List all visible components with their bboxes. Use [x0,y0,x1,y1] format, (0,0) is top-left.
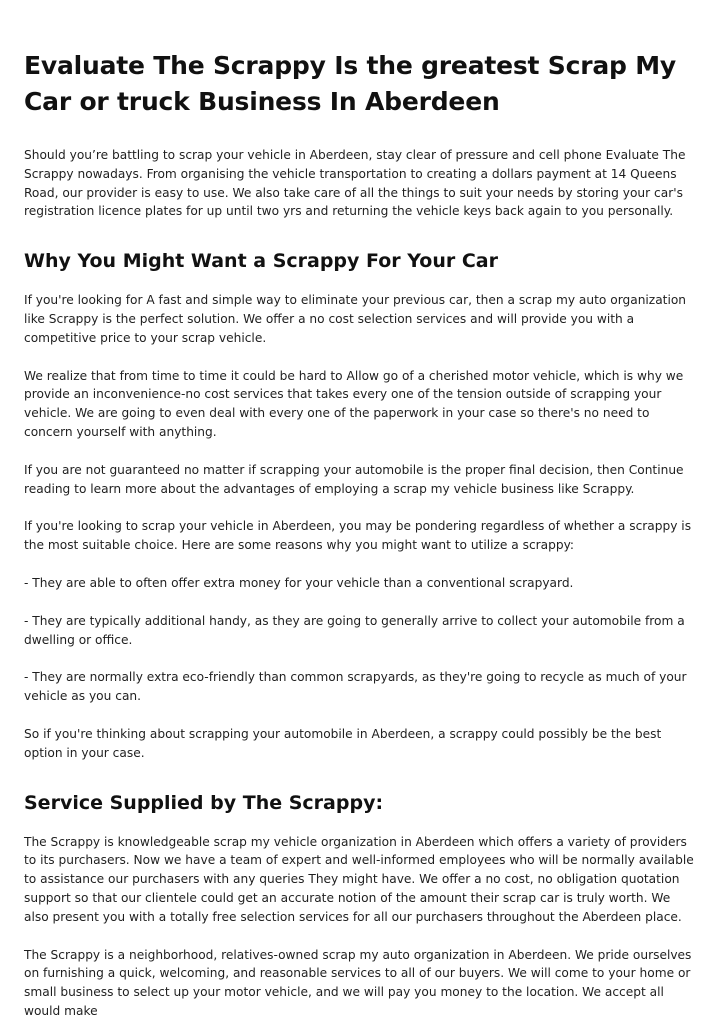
list-item: - They are normally extra eco-friendly than common scrapyards, as they're going to recycle as much of your vehicle as you can. [24,670,687,704]
paragraph: So if you're thinking about scrapping your automobile in Aberdeen, a scrappy could possibly be the best option in your case. [24,726,662,760]
intro-paragraph: Should you’re battling to scrap your vehicle in Aberdeen, stay clear of pressure and cell phone Evaluate The Scrappy nowadays. From organising the vehicle transportation to creating a dollars payment at 14 Queens Road, our provider is easy to use. We also take care of all the things to suit your needs by storing your car's registration licence plates for up until two yrs and returning the vehicle keys back again to you personally. [24,148,686,219]
list-item: - They are able to often offer extra money for your vehicle than a conventional scrapyard. [24,575,574,590]
list-item: - They are typically additional handy, as they are going to generally arrive to collect your automobile from a dwelling or office. [24,613,685,647]
paragraph: The Scrappy is knowledgeable scrap my vehicle organization in Aberdeen which offers a variety of providers to its purchasers. Now we have a team of expert and well-informed employees who will be normally available to assistance our purchasers with any queries They might have. We offer a no cost, no obligation quotation support so that our clientele could get an accurate notion of the amount their scrap car is truly worth. We also present you with a totally free selection services for all our purchasers throughout the Aberdeen place. [24,834,694,924]
paragraph: If you're looking to scrap your vehicle in Aberdeen, you may be pondering regardless of whether a scrappy is the most suitable choice. Here are some reasons why you might want to utilize a scrappy: [24,519,692,553]
section-heading-service: Service Supplied by The Scrappy: [24,791,384,814]
paragraph: If you're looking for A fast and simple way to eliminate your previous car, then a scrap my auto organization like Scrappy is the perfect solution. We offer a no cost selection services and will provide you with a competitive price to your scrap vehicle. [24,293,687,345]
section-heading-why: Why You Might Want a Scrappy For Your Car [24,250,498,273]
paragraph: If you are not guaranteed no matter if scrapping your automobile is the proper final decision, then Continue reading to learn more about the advantages of employing a scrap my vehicle business like Scrappy. [24,462,684,496]
paragraph: We realize that from time to time it could be hard to Allow go of a cherished motor vehicle, which is why we provide an inconvenience-no cost services that takes every one of the tension outside of scrapping your vehicle. We are going to even deal with every one of the paperwork in your case so there's no need to concern yourself with anything. [24,368,684,439]
paragraph: The Scrappy is a neighborhood, relatives-owned scrap my auto organization in Aberdeen. We pride ourselves on furnishing a quick, welcoming, and reasonable services to all of our buyers. We will come to your home or small business to select up your motor vehicle, and we will pay you money to the location. We accept all would make [24,947,692,1018]
page-title: Evaluate The Scrappy Is the greatest Scrap My Car or truck Business In Aberdeen [24,51,676,116]
